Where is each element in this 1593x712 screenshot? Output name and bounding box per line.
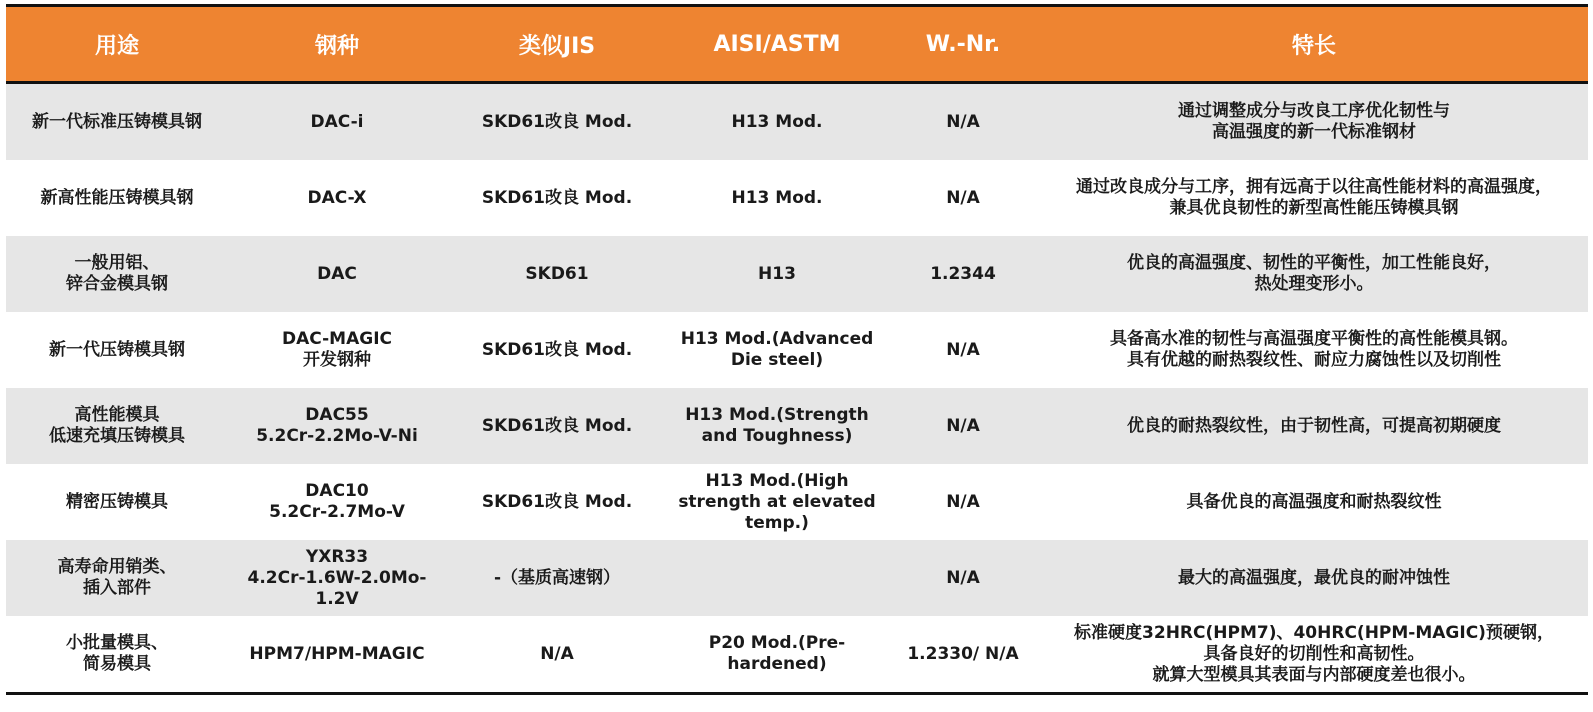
table-bottom-rule <box>6 692 1588 695</box>
table-row <box>6 83 1588 161</box>
header-jis: 类似JIS <box>446 7 668 83</box>
cell-steel-grade: YXR33 4.2Cr-1.6W-2.0Mo-1.2V <box>228 540 446 616</box>
table-body <box>6 83 1588 693</box>
cell-features: 通过改良成分与工序，拥有远高于以往高性能材料的高温强度， 兼具优良韧性的新型高性能压铸模具钢 <box>1040 160 1588 236</box>
cell-aisi-astm: H13 Mod.(Strength and Toughness) <box>668 388 886 464</box>
cell-steel-grade: HPM7/HPM-MAGIC <box>228 616 446 692</box>
cell-features: 最大的高温强度，最优良的耐冲蚀性 <box>1040 540 1588 616</box>
table-row <box>6 160 1588 236</box>
cell-usage: 精密压铸模具 <box>6 464 228 540</box>
cell-aisi-astm: H13 Mod. <box>668 160 886 236</box>
cell-jis: -（基质高速钢） <box>446 540 668 616</box>
cell-jis: SKD61改良 Mod. <box>446 388 668 464</box>
cell-jis: SKD61改良 Mod. <box>446 83 668 161</box>
cell-steel-grade: DAC-X <box>228 160 446 236</box>
cell-aisi-astm: H13 <box>668 236 886 312</box>
table-row <box>6 312 1588 388</box>
cell-wnr: N/A <box>886 540 1040 616</box>
header-wnr: W.-Nr. <box>886 7 1040 83</box>
cell-features: 具备优良的高温强度和耐热裂纹性 <box>1040 464 1588 540</box>
cell-usage: 一般用铝、 锌合金模具钢 <box>6 236 228 312</box>
table-row <box>6 388 1588 464</box>
cell-features: 具备高水准的韧性与高温强度平衡性的高性能模具钢。 具有优越的耐热裂纹性、耐应力腐蚀性以及切削性 <box>1040 312 1588 388</box>
table-row <box>6 236 1588 312</box>
cell-jis: SKD61 <box>446 236 668 312</box>
cell-usage: 新一代压铸模具钢 <box>6 312 228 388</box>
cell-wnr: N/A <box>886 83 1040 161</box>
cell-aisi-astm: H13 Mod. <box>668 83 886 161</box>
table-row <box>6 464 1588 540</box>
cell-usage: 小批量模具、 简易模具 <box>6 616 228 692</box>
table-header <box>6 7 1588 83</box>
header-usage: 用途 <box>6 7 228 83</box>
cell-usage: 高性能模具 低速充填压铸模具 <box>6 388 228 464</box>
cell-features: 优良的耐热裂纹性，由于韧性高，可提高初期硬度 <box>1040 388 1588 464</box>
header-features: 特长 <box>1040 7 1588 83</box>
steel-comparison-table-wrapper <box>6 4 1588 695</box>
cell-steel-grade: DAC10 5.2Cr-2.7Mo-V <box>228 464 446 540</box>
cell-steel-grade: DAC55 5.2Cr-2.2Mo-V-Ni <box>228 388 446 464</box>
cell-steel-grade: DAC-MAGIC 开发钢种 <box>228 312 446 388</box>
steel-comparison-table <box>6 7 1588 692</box>
table-row <box>6 540 1588 616</box>
cell-features: 通过调整成分与改良工序优化韧性与 高温强度的新一代标准钢材 <box>1040 83 1588 161</box>
header-steel-grade: 钢种 <box>228 7 446 83</box>
cell-steel-grade: DAC-i <box>228 83 446 161</box>
cell-features: 优良的高温强度、韧性的平衡性，加工性能良好， 热处理变形小。 <box>1040 236 1588 312</box>
header-row <box>6 7 1588 83</box>
cell-features: 标准硬度32HRC(HPM7)、40HRC(HPM-MAGIC)预硬钢， 具备良好的切削性和高韧性。 就算大型模具其表面与内部硬度差也很小。 <box>1040 616 1588 692</box>
cell-aisi-astm <box>668 540 886 616</box>
cell-usage: 高寿命用销类、 插入部件 <box>6 540 228 616</box>
cell-jis: N/A <box>446 616 668 692</box>
cell-wnr: N/A <box>886 388 1040 464</box>
cell-usage: 新一代标准压铸模具钢 <box>6 83 228 161</box>
cell-aisi-astm: P20 Mod.(Pre- hardened) <box>668 616 886 692</box>
cell-aisi-astm: H13 Mod.(High strength at elevated temp.) <box>668 464 886 540</box>
cell-jis: SKD61改良 Mod. <box>446 464 668 540</box>
cell-wnr: 1.2344 <box>886 236 1040 312</box>
cell-wnr: 1.2330/ N/A <box>886 616 1040 692</box>
cell-wnr: N/A <box>886 464 1040 540</box>
cell-aisi-astm: H13 Mod.(Advanced Die steel) <box>668 312 886 388</box>
cell-jis: SKD61改良 Mod. <box>446 160 668 236</box>
cell-usage: 新高性能压铸模具钢 <box>6 160 228 236</box>
cell-steel-grade: DAC <box>228 236 446 312</box>
cell-wnr: N/A <box>886 160 1040 236</box>
cell-wnr: N/A <box>886 312 1040 388</box>
cell-jis: SKD61改良 Mod. <box>446 312 668 388</box>
table-row <box>6 616 1588 692</box>
header-aisi-astm: AISI/ASTM <box>668 7 886 83</box>
